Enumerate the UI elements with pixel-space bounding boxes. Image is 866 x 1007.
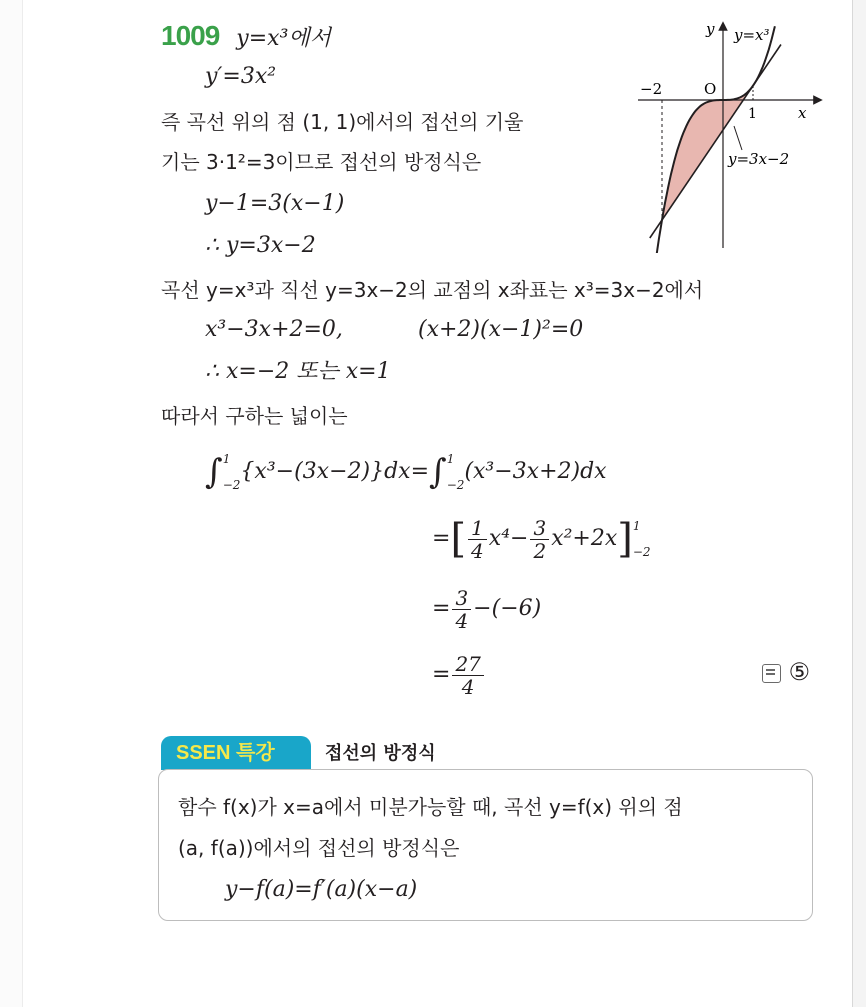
answer-value: ⑤: [788, 658, 811, 686]
integral-limits-1: 1 −2: [222, 452, 241, 492]
eval-limits: 1 −2: [632, 519, 651, 559]
tangent-line: [650, 45, 781, 239]
tip-formula: y−f(a)=f′(a)(x−a): [225, 877, 418, 902]
problem-header: [161, 22, 331, 53]
page-right-edge: [852, 0, 866, 1007]
cubic-tangent-graph: [630, 18, 830, 253]
eq-cubic-zero: x³−3x+2=0,: [205, 317, 343, 342]
eq-antiderivative: =[ $\frac{1}{4}$ x⁴− $\frac{3}{2}$ x²+2x] 1 −2: [432, 512, 651, 566]
text-slope-2: 기는 3·1²=3이므로 접선의 방정식은: [161, 150, 482, 174]
origin-label: O: [704, 80, 717, 98]
text-area: 따라서 구하는 넓이는: [161, 404, 348, 428]
term-minus-neg6: −(−6): [473, 596, 542, 621]
eq-factored: (x+2)(x−1)²=0: [418, 317, 584, 342]
frac-one-quarter: $\frac{1}{4}$: [468, 517, 487, 562]
text-slope-1: 즉 곡선 위의 점 (1, 1)에서의 접선의 기울: [161, 110, 524, 134]
tip-line-2: (a, f(a))에서의 접선의 방정식은: [178, 836, 460, 860]
tip-tab-label: SSEN 특강: [176, 742, 275, 764]
term-x2: x²+2x: [551, 526, 618, 551]
one-label: 1: [748, 106, 757, 122]
eq-tangent-point: y−1=3(x−1): [205, 191, 345, 216]
frac-three-halves: $\frac{3}{2}$: [530, 517, 549, 562]
eq-integral: [205, 446, 607, 496]
eq-cube: y=x³에서: [236, 26, 331, 51]
tip-title: 접선의 방정식: [325, 743, 436, 764]
integral-1-body: {x³−(3x−2)}dx=: [240, 459, 430, 484]
neg2-label: −2: [640, 80, 663, 98]
eq-tangent-result: ∴ y=3x−2: [205, 233, 316, 258]
eq-derivative: y′=3x²: [205, 64, 277, 89]
page-left-edge: [0, 0, 23, 1007]
line-label: y=3x−2: [728, 150, 790, 168]
problem-number: 1009: [161, 20, 220, 51]
integral-2-body: (x³−3x+2)dx: [464, 459, 607, 484]
y-axis-label: y: [706, 20, 715, 38]
x-axis-label: x: [798, 104, 807, 122]
eq-evaluated: = $\frac{3}{4}$ −(−6): [432, 585, 542, 633]
eq-roots: ∴ x=−2 또는 x=1: [205, 359, 391, 384]
text-intersection: 곡선 y=x³과 직선 y=3x−2의 교점의 x좌표는 x³=3x−2에서: [161, 278, 704, 302]
tip-line-1: 함수 f(x)가 x=a에서 미분가능할 때, 곡선 y=f(x) 위의 점: [178, 795, 683, 819]
line-label-pointer: [734, 126, 742, 150]
frac-three-quarters: $\frac{3}{4}$: [452, 587, 471, 632]
answer-mark: [762, 658, 810, 686]
answer-icon: [762, 664, 781, 683]
eq-final: = $\frac{27}{4}$: [432, 648, 486, 702]
term-x4: x⁴−: [488, 526, 529, 551]
integral-sign-2: ∫: [429, 452, 447, 492]
frac-result: $\frac{27}{4}$: [452, 653, 483, 698]
integral-sign-1: ∫: [205, 452, 223, 492]
curve-label: y=x³: [734, 26, 770, 44]
integral-limits-2: 1 −2: [446, 452, 465, 492]
